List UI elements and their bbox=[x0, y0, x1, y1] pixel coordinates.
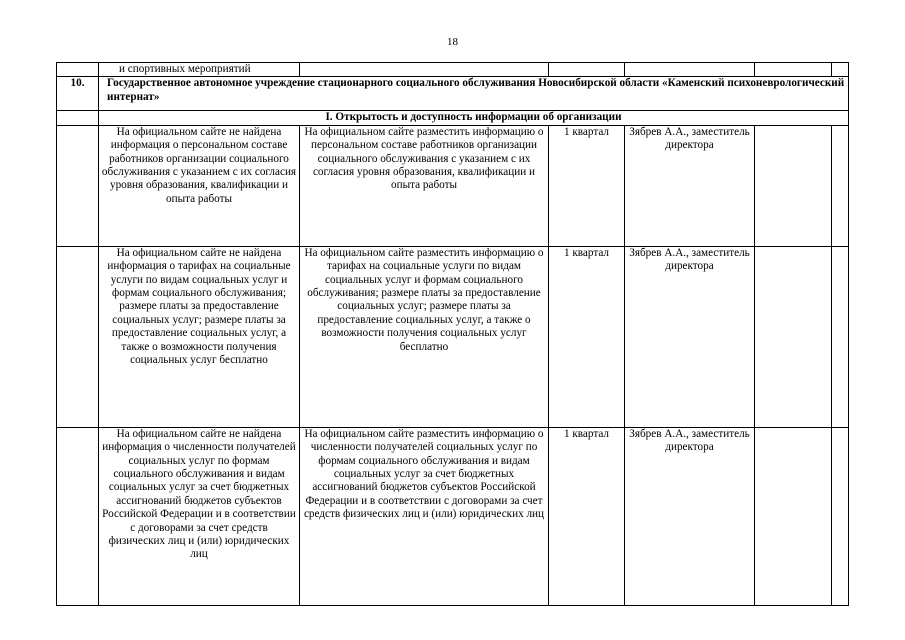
action-plan-table bbox=[56, 62, 849, 606]
section-subheading: I. Открытость и доступность информации об организации bbox=[99, 111, 849, 125]
table-row bbox=[57, 125, 849, 246]
table-row-subheading bbox=[57, 111, 849, 125]
cell-responsible: Зябрев А.А., заместитель директора bbox=[625, 246, 755, 427]
cell-empty bbox=[57, 111, 99, 125]
cell-continuation-text: и спортивных мероприятий bbox=[99, 63, 300, 77]
cell-finding: На официальном сайте не найдена информация о тарифах на социальные услуги по видам социальных услуг и формам социального обслуживания; размере платы за предоставление социальных услуг; размере платы за предоставление социальных услуг, а также о возможности получения социальных услуг бесплатно bbox=[99, 246, 300, 427]
cell-empty bbox=[57, 125, 99, 246]
cell-empty bbox=[755, 125, 832, 246]
cell-empty bbox=[755, 246, 832, 427]
cell-empty bbox=[832, 125, 849, 246]
cell-empty bbox=[57, 246, 99, 427]
cell-empty bbox=[755, 63, 832, 77]
table-row-continuation bbox=[57, 63, 849, 77]
table-row-organization bbox=[57, 77, 849, 111]
organization-name: Государственное автономное учреждение стационарного социального обслуживания Новосибирской области «Каменский психоневрологический интернат» bbox=[99, 77, 849, 111]
cell-term: 1 квартал bbox=[549, 125, 625, 246]
table-row bbox=[57, 427, 849, 605]
cell-empty bbox=[549, 63, 625, 77]
cell-empty bbox=[625, 63, 755, 77]
cell-measure: На официальном сайте разместить информацию о численности получателей социальных услуг по формам социального обслуживания и видам социальных услуг за счет бюджетных ассигнований бюджетов субъектов Российской Федерации и в соответствии с договорами за счет средств физических лиц и (или) юридических лиц bbox=[300, 427, 549, 605]
cell-empty bbox=[832, 63, 849, 77]
table-row bbox=[57, 246, 849, 427]
cell-empty bbox=[755, 427, 832, 605]
cell-empty bbox=[57, 427, 99, 605]
cell-number bbox=[57, 63, 99, 77]
row-number: 10. bbox=[57, 77, 99, 111]
cell-term: 1 квартал bbox=[549, 246, 625, 427]
cell-empty bbox=[832, 246, 849, 427]
cell-finding: На официальном сайте не найдена информация о численности получателей социальных услуг по формам социального обслуживания и видам социальных услуг за счет бюджетных ассигнований бюджетов субъектов Российской Федерации и в соответствии с договорами за счет средств физических лиц и (или) юридических лиц bbox=[99, 427, 300, 605]
cell-responsible: Зябрев А.А., заместитель директора bbox=[625, 125, 755, 246]
cell-finding: На официальном сайте не найдена информация о персональном составе работников организации социального обслуживания с указанием с их согласия уровня образования, квалификации и опыта работы bbox=[99, 125, 300, 246]
cell-term: 1 квартал bbox=[549, 427, 625, 605]
page-number: 18 bbox=[447, 36, 458, 48]
cell-empty bbox=[300, 63, 549, 77]
cell-measure: На официальном сайте разместить информацию о тарифах на социальные услуги по видам социальных услуг и формам социального обслуживания; размере платы за предоставление социальных услуг; размере платы за предоставление социальных услуг, а также о возможности получения социальных услуг бесплатно bbox=[300, 246, 549, 427]
cell-measure: На официальном сайте разместить информацию о персональном составе работников организации социального обслуживания с указанием с их согласия уровня образования, квалификации и опыта работы bbox=[300, 125, 549, 246]
cell-responsible: Зябрев А.А., заместитель директора bbox=[625, 427, 755, 605]
cell-empty bbox=[832, 427, 849, 605]
